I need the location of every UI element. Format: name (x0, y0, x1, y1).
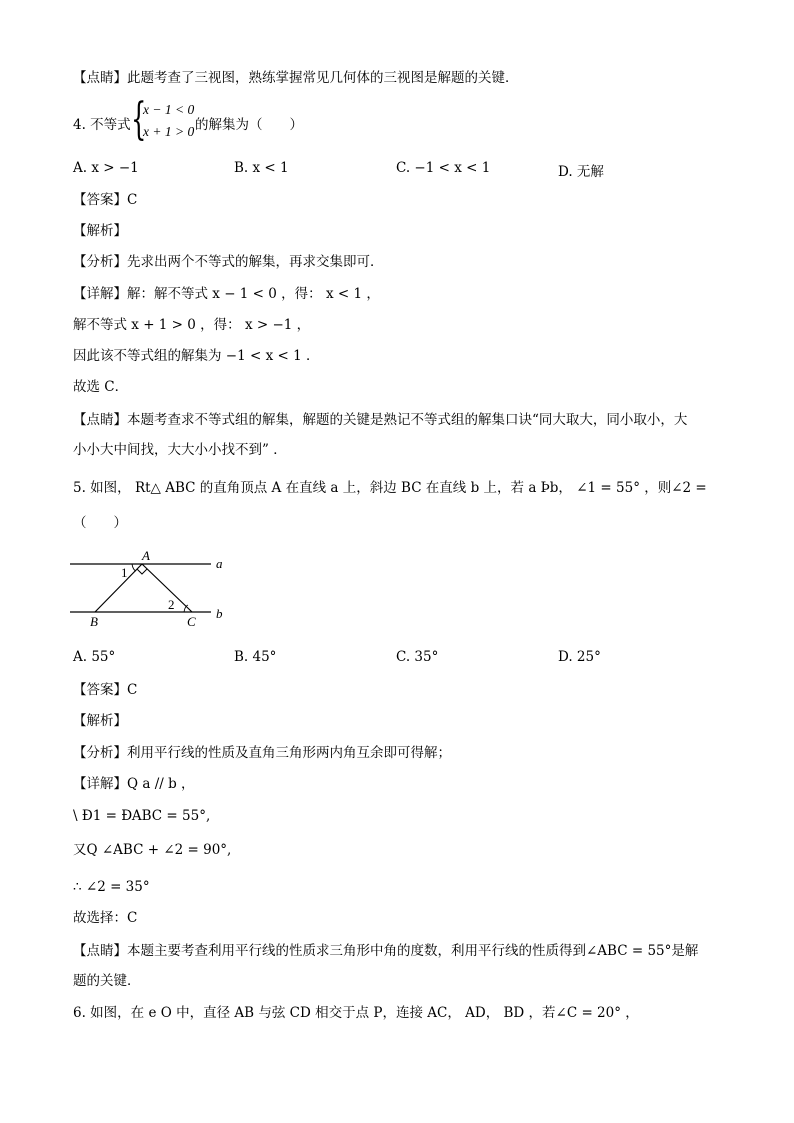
q4-detail-1: 【详解】解：解不等式 x − 1 < 0 ，得： x < 1 ， (73, 286, 380, 302)
q5-detail-4: ∴ ∠2 = 35° (73, 879, 150, 895)
q4-comment-2: 小小大中间找，大大小小找不到” ． (73, 442, 287, 458)
q4-choice: 故选 C． (73, 379, 129, 395)
q4-stem-prefix: 4. 不等式 (73, 117, 131, 133)
q4-analysis: 【分析】先求出两个不等式的解集，再求交集即可． (73, 254, 384, 270)
q4-comment-1: 【点睛】本题考查求不等式组的解集，解题的关键是熟记不等式组的解集口诀“同大取大，同小取小，大 (73, 412, 688, 428)
q5-figure (66, 546, 236, 632)
q4-inequality-1: x − 1 < 0 (143, 102, 195, 117)
segment-ac (142, 564, 192, 612)
label-angle-1: 1 (121, 565, 128, 580)
q4-inequality-2: x + 1 > 0 (143, 124, 195, 139)
q4-detail-3: 因此该不等式组的解集为 −1 < x < 1 ． (73, 348, 320, 364)
q4-option-c: C. −1 < x < 1 (396, 160, 491, 176)
q5-detail-2: \ Ð1 = ÐABC = 55°, (73, 808, 211, 824)
q4-analysis-heading: 【解析】 (73, 223, 127, 239)
q4-stem-suffix: 的解集为（ ） (195, 117, 303, 133)
q5-choice: 故选择：C (73, 910, 138, 926)
label-c-vertex: C (187, 614, 196, 629)
angle-2-arc (184, 605, 188, 612)
label-line-a: a (216, 556, 223, 571)
label-a-vertex: A (142, 548, 150, 563)
q4-detail-2: 解不等式 x + 1 > 0 ，得： x > −1 ， (73, 317, 311, 333)
q5-analysis-heading: 【解析】 (73, 713, 127, 729)
label-angle-2: 2 (168, 597, 175, 612)
q5-answer: 【答案】C (73, 682, 138, 698)
q5-comment-1: 【点睛】本题主要考查利用平行线的性质求三角形中角的度数，利用平行线的性质得到∠ABC = 55°是解 (73, 943, 699, 959)
q4-answer: 【答案】C (73, 192, 138, 208)
q6-stem: 6. 如图，在 e O 中，直径 AB 与弦 CD 相交于点 P，连接 AC， AD， BD ，若∠C = 20° ， (73, 1005, 639, 1021)
q5-stem-2: （ ） (73, 515, 127, 531)
q3-comment: 【点睛】此题考查了三视图，熟练掌握常见几何体的三视图是解题的关键． (73, 70, 519, 86)
q4-option-d: D. 无解 (558, 164, 604, 180)
brace-icon: { (131, 94, 147, 145)
q5-option-a: A. 55° (73, 649, 116, 665)
q5-option-d: D. 25° (558, 649, 601, 665)
label-b-vertex: B (90, 614, 98, 629)
q5-analysis: 【分析】利用平行线的性质及直角三角形两内角互余即可得解； (73, 745, 451, 761)
q5-detail-3: 又Q ∠ABC + ∠2 = 90°, (73, 842, 232, 858)
q5-stem-1: 5. 如图， Rt△ ABC 的直角顶点 A 在直线 a 上，斜边 BC 在直线 b 上，若 a Þb， ∠1 = 55° ，则∠2 = (73, 480, 707, 496)
q4-option-b: B. x < 1 (234, 160, 289, 176)
q5-comment-2: 题的关键． (73, 973, 141, 989)
right-angle-mark (137, 569, 147, 574)
segment-ab (95, 564, 142, 612)
q5-option-c: C. 35° (396, 649, 439, 665)
q4-option-a: A. x > −1 (73, 160, 139, 176)
label-line-b: b (216, 606, 223, 621)
q5-detail-1: 【详解】Q a // b ， (73, 776, 195, 792)
q5-option-b: B. 45° (234, 649, 277, 665)
